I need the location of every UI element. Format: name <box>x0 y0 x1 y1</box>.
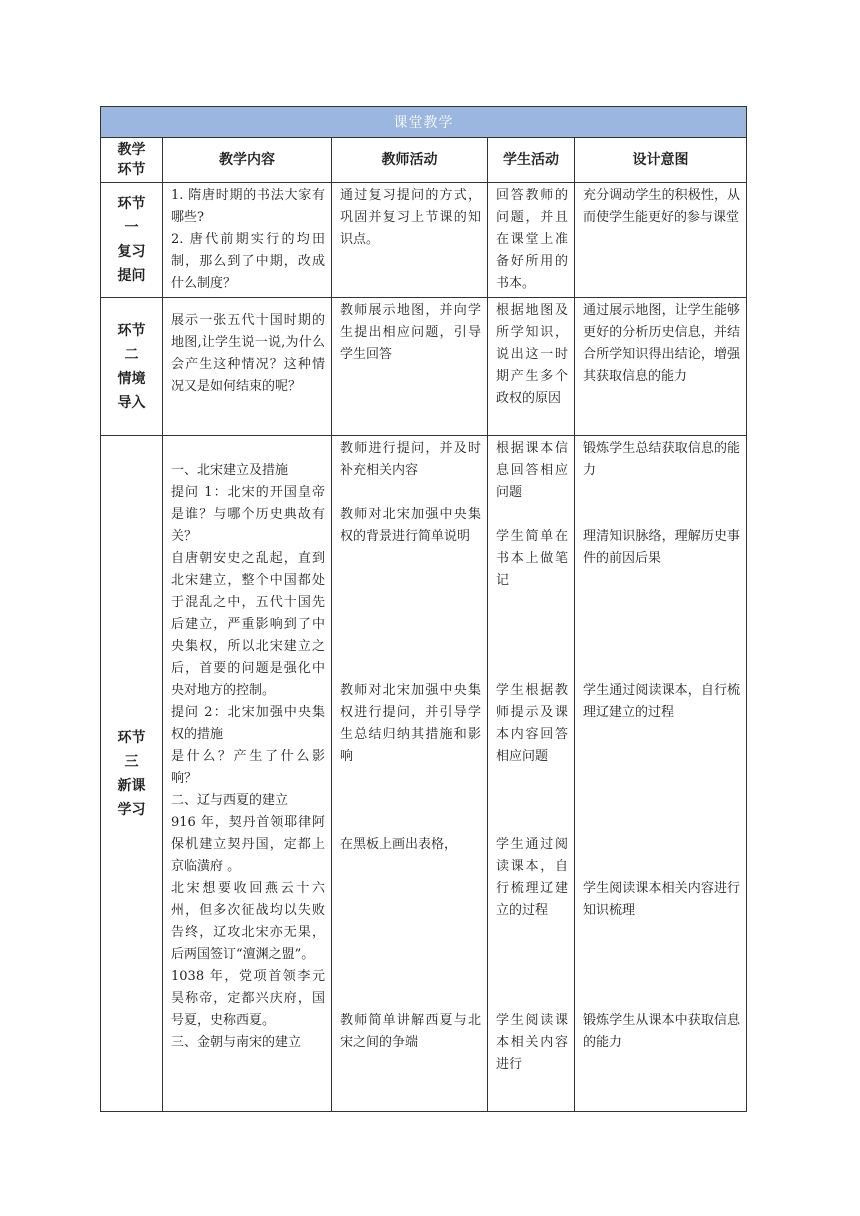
student-text: 学生通过阅读课本，自行梳理辽建立的过程 <box>496 837 568 918</box>
student-text: 学生简单在书本上做笔记 <box>496 529 568 588</box>
intent-text: 锻炼学生从课本中获取信息的能力 <box>583 1013 741 1050</box>
student-text: 根据课本信息回答相应问题 <box>496 441 568 500</box>
content-text: 三、金朝与南宋的建立 <box>171 1035 302 1050</box>
intent-cell <box>575 298 747 436</box>
stage-text: 提问 <box>117 268 146 284</box>
intent-text: 锻炼学生总结获取信息的能力 <box>583 441 741 478</box>
stage-text: 导入 <box>117 394 146 411</box>
teacher-text: 教师对北宋加强中央集权进行提问，并引导学生总结归纳其措施和影响 <box>340 683 481 764</box>
intent-text: 充分调动学生的积极性，从而使学生能更好的参与课堂 <box>583 188 741 225</box>
table-banner: 课堂教学 <box>101 107 747 138</box>
content-cell <box>163 183 332 298</box>
teacher-text: 教师展示地图，并向学生提出相应问题，引导学生回答 <box>340 303 481 362</box>
table-row <box>101 298 747 436</box>
teacher-text: 教师简单讲解西夏与北宋之间的争端 <box>340 1013 481 1050</box>
content-text: 1038 年，党项首领李元昊称帝，定都兴庆府，国号夏，史称西夏。 <box>171 969 325 1028</box>
stage-text: 二 <box>124 346 139 363</box>
stage-text: 三 <box>124 753 139 770</box>
teacher-text: 在黑板上画出表格， <box>340 837 458 852</box>
content-text: 1. 隋唐时期的书法大家有哪些? <box>171 188 325 225</box>
intent-text: 学生阅读课本相关内容进行知识梳理 <box>583 881 741 918</box>
header-stage-l2: 环节 <box>117 162 146 178</box>
stage-cell <box>101 436 163 1112</box>
intent-text: 理清知识脉络，理解历史事件的前因后果 <box>583 529 741 566</box>
content-text: 一、北宋建立及措施 <box>171 463 289 478</box>
header-teacher: 教师活动 <box>332 138 488 183</box>
table-row <box>101 436 747 1112</box>
header-stage-l1: 教学 <box>117 142 146 158</box>
header-stage <box>101 138 163 183</box>
teacher-text: 教师对北宋加强中央集权的背景进行简单说明 <box>340 507 481 544</box>
student-text: 学生阅读课本相关内容进行 <box>496 1013 568 1072</box>
stage-text: 环节 <box>117 322 146 339</box>
teacher-text: 教师进行提问，并及时补充相关内容 <box>340 441 481 478</box>
table-row <box>101 183 747 298</box>
content-text: 提问 2：北宋加强中央集权的措施 <box>171 705 325 742</box>
content-text: 二、辽与西夏的建立 <box>171 793 289 808</box>
teacher-cell <box>332 183 488 298</box>
student-cell <box>488 183 575 298</box>
header-row <box>101 138 747 183</box>
student-cell <box>488 436 575 1112</box>
teacher-cell <box>332 298 488 436</box>
content-text: 提问 1：北宋的开国皇帝是谁？与哪个历史典故有关？ <box>171 485 325 544</box>
stage-text: 环节 <box>117 729 146 746</box>
content-text: 2. 唐代前期实行的均田制，那么到了中期，改成什么制度？ <box>171 232 325 291</box>
teacher-cell <box>332 436 488 1112</box>
header-content: 教学内容 <box>163 138 332 183</box>
stage-text: 环节 <box>117 196 146 212</box>
content-cell <box>163 298 332 436</box>
intent-cell <box>575 183 747 298</box>
stage-cell <box>101 183 163 298</box>
content-text: 北宋想要收回燕云十六州，但多次征战均以失败告终，辽攻北宋亦无果，后两国签订“澶渊之盟”。 <box>171 881 325 962</box>
content-text: 是什么？产生了什么影响？ <box>171 749 325 786</box>
header-student: 学生活动 <box>488 138 575 183</box>
stage-text: 复习 <box>117 244 146 260</box>
student-text: 回答教师的问题，并且在课堂上准备好所用的书本。 <box>496 188 568 291</box>
content-text: 916 年，契丹首领耶律阿保机建立契丹国，定都上京临潢府 。 <box>171 815 325 874</box>
student-text: 学生根据教师提示及课本内容回答相应问题 <box>496 683 568 764</box>
student-text: 根据地图及所学知识，说出这一时期产生多个政权的原因 <box>496 303 568 406</box>
stage-text: 情境 <box>117 370 146 387</box>
stage-text: 一 <box>124 220 139 236</box>
stage-text: 新课 <box>117 777 146 794</box>
header-intent: 设计意图 <box>575 138 747 183</box>
content-cell <box>163 436 332 1112</box>
teacher-text: 通过复习提问的方式，巩固并复习上节课的知识点。 <box>340 188 481 247</box>
content-text: 自唐朝安史之乱起，直到北宋建立，整个中国都处于混乱之中，五代十国先后建立，严重影响到了中央集权，所以北宋建立之后，首要的问题是强化中央对地方的控制。 <box>171 551 325 698</box>
stage-cell <box>101 298 163 436</box>
intent-text: 学生通过阅读课本，自行梳理辽建立的过程 <box>583 683 741 720</box>
intent-cell <box>575 436 747 1112</box>
student-cell <box>488 298 575 436</box>
content-text: 展示一张五代十国时期的地图,让学生说一说,为什么会产生这种情况？这种情况又是如何结束的呢？ <box>171 313 325 394</box>
lesson-table <box>100 106 747 1112</box>
stage-text: 学习 <box>117 801 146 818</box>
intent-text: 通过展示地图，让学生能够更好的分析历史信息，并结合所学知识得出结论，增强其获取信息的能力 <box>583 303 741 384</box>
